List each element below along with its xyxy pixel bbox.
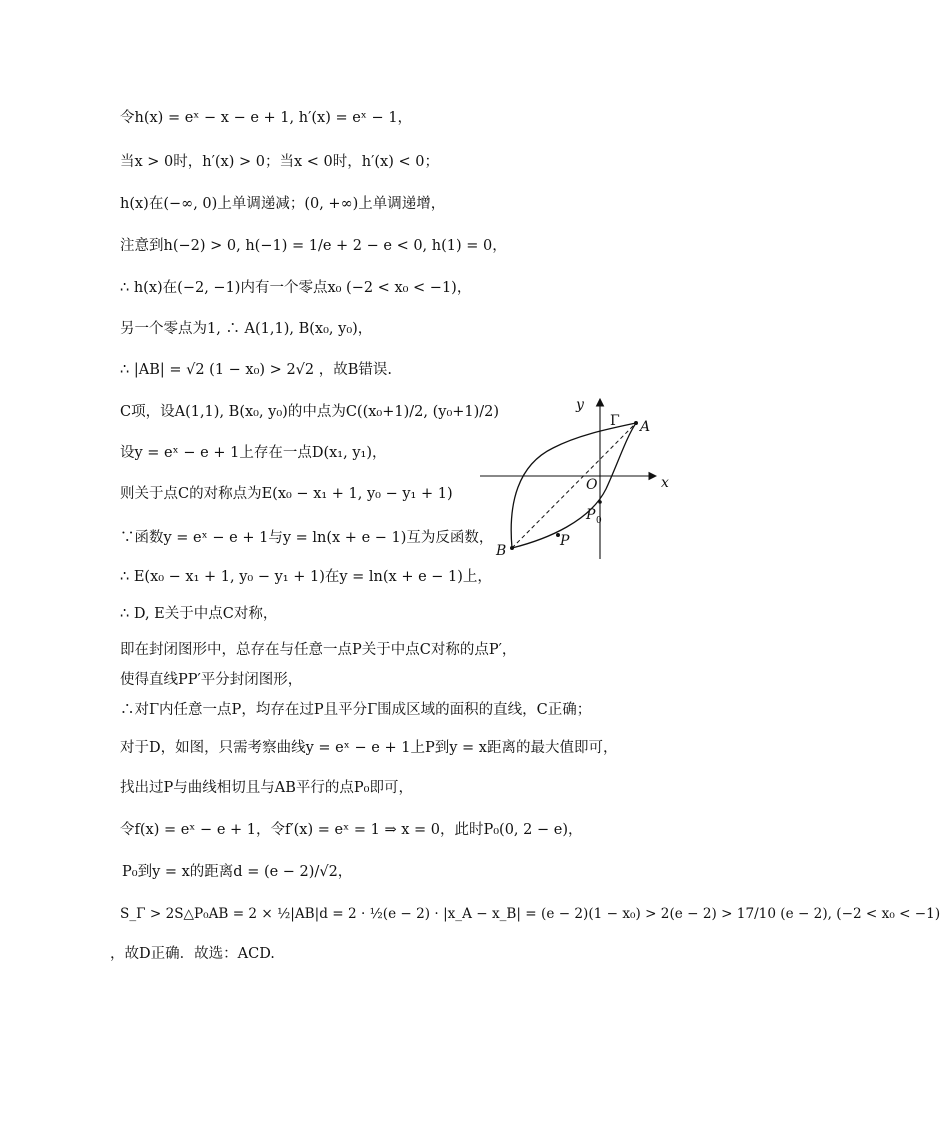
text-line-5: ∴ h(x)在(−2, −1)内有一个零点x₀ (−2 < x₀ < −1)， [120,280,472,296]
text-line-15: 使得直线PP′平分封闭图形， [120,672,303,688]
point-p-label: P [560,533,570,549]
text-line-10: 则关于点C的对称点为E(x₀ − x₁ + 1, y₀ − y₁ + 1) [120,486,453,502]
text-line-16: ∴对Γ内任意一点P，均存在过P且平分Γ围成区域的面积的直线，C正确； [120,702,592,718]
point-b-dot [510,546,514,550]
text-line-2: 当x > 0时，h′(x) > 0；当x < 0时，h′(x) < 0； [120,154,439,170]
chord-ab [512,423,636,548]
text-line-11: ∵函数y = eˣ − e + 1与y = ln(x + e − 1)互为反函数， [120,530,494,546]
text-line-3: h(x)在(−∞, 0)上单调递减；(0, +∞)上单调递增， [120,196,446,212]
graph-svg [478,393,678,563]
text-line-1: 令h(x) = eˣ − x − e + 1, h′(x) = eˣ − 1， [120,110,413,126]
text-line-8: C项，设A(1,1), B(x₀, y₀)的中点为C((x₀+1)/2, (y₀+1)/2) [120,404,500,420]
point-p0-label: P [586,507,596,523]
text-line-18: 找出过P与曲线相切且与AB平行的点P₀即可， [120,780,413,796]
graph-figure [478,393,678,563]
text-line-19: 令f(x) = eˣ − e + 1，令f′(x) = eˣ = 1 ⇒ x = 0，此时P₀(0, 2 − e)， [120,822,583,838]
text-line-4: 注意到h(−2) > 0, h(−1) = 1/e + 2 − e < 0, h(1) = 0， [120,238,507,254]
gamma-label: Γ [610,413,620,429]
text-line-22: ，故D正确．故选：ACD. [110,946,275,962]
point-p0-dot [598,500,602,504]
x-axis-label: x [661,475,669,491]
point-p0-subscript: 0 [596,516,602,526]
point-b-label: B [496,543,507,559]
text-line-21: S_Γ > 2S△P₀AB = 2 × ½|AB|d = 2 · ½(e − 2) · |x_A − x_B| = (e − 2)(1 − x₀) > 2(e − 2) > 17/10 (e − 2), (−2 < x₀ < −1) [120,906,940,922]
origin-label: O [586,477,598,493]
point-a-dot [634,421,638,425]
text-line-13: ∴ D, E关于中点C对称， [120,606,278,622]
text-line-9: 设y = eˣ − e + 1上存在一点D(x₁, y₁)， [120,445,387,461]
text-line-20: P₀到y = x的距离d = (e − 2)/√2， [122,864,353,880]
text-line-14: 即在封闭图形中，总存在与任意一点P关于中点C对称的点P′， [120,642,517,658]
y-axis-label: y [576,397,584,413]
point-a-label: A [640,419,651,435]
text-line-7: ∴ |AB| = √2 (1 − x₀) > 2√2 ，故B错误. [120,362,393,378]
text-line-12: ∴ E(x₀ − x₁ + 1, y₀ − y₁ + 1)在y = ln(x + e − 1)上， [120,569,492,585]
text-line-6: 另一个零点为1, ∴ A(1,1), B(x₀, y₀)， [120,321,373,337]
text-line-17: 对于D，如图，只需考察曲线y = eˣ − e + 1上P到y = x距离的最大值即可， [120,740,618,756]
